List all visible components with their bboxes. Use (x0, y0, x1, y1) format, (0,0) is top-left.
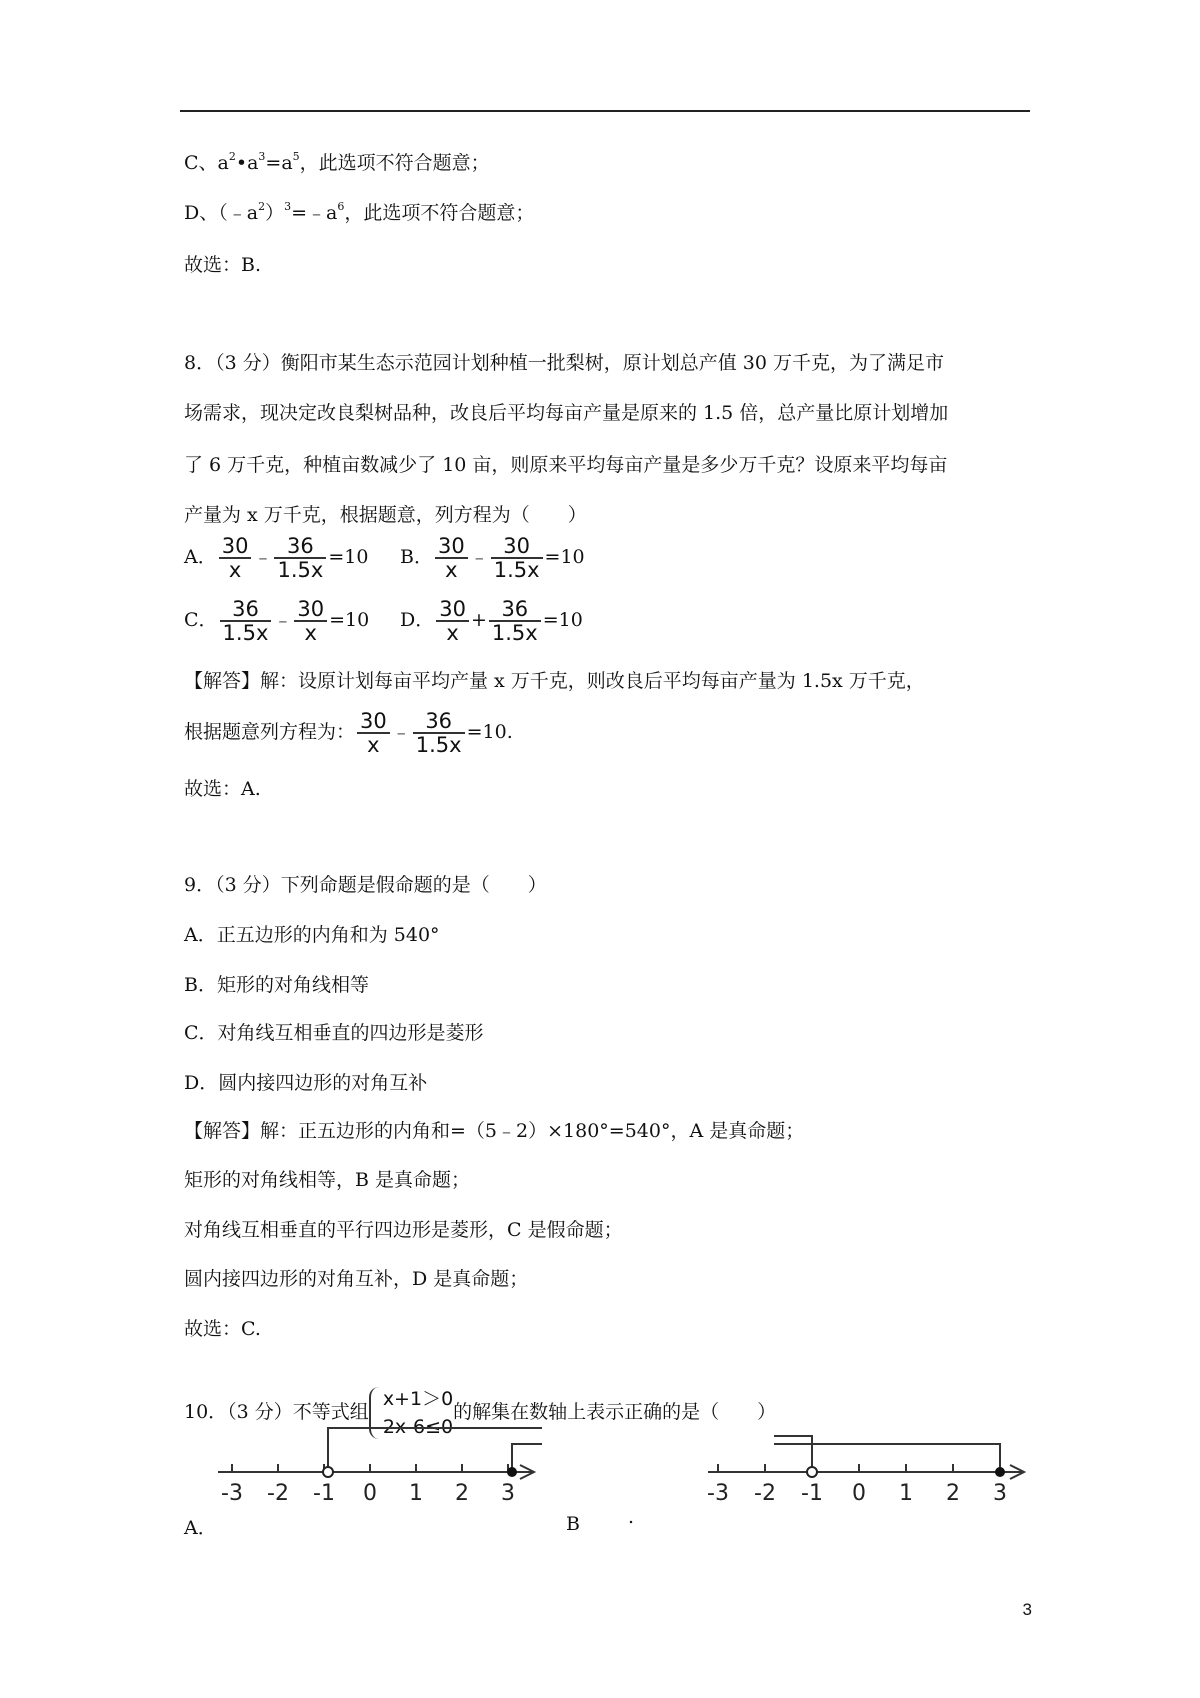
q10-option-b-dot: . (628, 1506, 635, 1528)
line-a-tick-label-2: -1 (313, 1481, 335, 1506)
q7-answer: 故选：B. (184, 254, 262, 276)
q8-option-a: A． $\frac{30}{x}$ ﹣ $\frac{36}{1.5x}$ =10 (184, 534, 369, 582)
line-a-tick-label-3: 0 (363, 1481, 377, 1506)
line-a-tick-label-0: -3 (221, 1481, 243, 1506)
q9-answer: 故选：C. (184, 1318, 261, 1340)
q7-option-c-analysis: C、$a^2•a^3=a^5$，此选项不符合题意； (184, 150, 490, 174)
q9-solution-line1: 【解答】解：正五边形的内角和=（5﹣2）×180°=540°，A 是真命题； (184, 1120, 805, 1142)
inequality-system: x+1＞0 2x-6≤0 (369, 1385, 453, 1441)
q9-option-c: C．对角线互相垂直的四边形是菱形 (184, 1022, 484, 1044)
q9-stem: 9．（3 分）下列命题是假命题的是（ ） (184, 874, 547, 896)
line-a-tick-label-5: 2 (455, 1481, 469, 1506)
q7-option-d-analysis: D、$(﹣a^2)^3=﹣a^6$，此选项不符合题意； (184, 200, 535, 224)
q8-stem-line4: 产量为 x 万千克，根据题意，列方程为（ ） (184, 504, 587, 526)
line-a-tick-label-6: 3 (501, 1481, 515, 1506)
line-b-tick-label-2: -1 (801, 1481, 823, 1506)
line-b-tick-label-3: 0 (852, 1481, 866, 1506)
line-b-tick-label-6: 3 (993, 1481, 1007, 1506)
q10-option-a-label: A． (184, 1517, 217, 1539)
q8-solution-line2: 根据题意列方程为： $\frac{30}{x}$ ﹣ $\frac{36}{1.5x}$ =10. (184, 709, 513, 757)
q9-option-b: B．矩形的对角线相等 (184, 974, 369, 996)
line-b-tick-label-4: 1 (899, 1481, 913, 1506)
line-b-tick-label-5: 2 (946, 1481, 960, 1506)
line-b-tick-label-0: -3 (707, 1481, 729, 1506)
q10-number-line-b (700, 1418, 1040, 1518)
line-a-tick-label-1: -2 (267, 1481, 289, 1506)
q8-option-b: B． $\frac{30}{x}$ ﹣ $\frac{30}{1.5x}$ =10 (400, 534, 585, 582)
q10-number-line-a (210, 1418, 550, 1518)
q8-solution-line1: 【解答】解：设原计划每亩平均产量 x 万千克，则改良后平均每亩产量为 1.5x 万千克， (184, 670, 925, 692)
q9-solution-line3: 对角线互相垂直的平行四边形是菱形，C 是假命题； (184, 1219, 623, 1241)
q9-option-d: D．圆内接四边形的对角互补 (184, 1072, 428, 1094)
line-b-tick-label-1: -2 (754, 1481, 776, 1506)
q8-answer: 故选：A. (184, 778, 261, 800)
q8-stem-line3: 了 6 万千克，种植亩数减少了 10 亩，则原来平均每亩产量是多少万千克？设原来平均每亩 (184, 454, 948, 476)
q9-solution-line4: 圆内接四边形的对角互补，D 是真命题； (184, 1268, 529, 1290)
page-number: 3 (1022, 1600, 1032, 1619)
q10-stem: 10．（3 分）不等式组 x+1＞0 2x-6≤0 的解集在数轴上表示正确的是（ ） (184, 1385, 776, 1441)
q8-stem-line1: 8．（3 分）衡阳市某生态示范园计划种植一批梨树，原计划总产值 30 万千克，为了满足市 (184, 352, 944, 374)
q8-stem-line2: 场需求，现决定改良梨树品种，改良后平均每亩产量是原来的 1.5 倍，总产量比原计划增加 (184, 402, 949, 424)
q8-option-c: C． $\frac{36}{1.5x}$ ﹣ $\frac{30}{x}$ =10 (184, 597, 370, 645)
header-rule (180, 110, 1030, 112)
line-a-tick-label-4: 1 (409, 1481, 423, 1506)
q9-option-a: A．正五边形的内角和为 540° (184, 924, 440, 946)
q10-option-b-label: B (566, 1513, 580, 1535)
q8-option-d: D． $\frac{30}{x}$ + $\frac{36}{1.5x}$ =10 (400, 597, 583, 645)
q9-solution-line2: 矩形的对角线相等，B 是真命题； (184, 1169, 471, 1191)
